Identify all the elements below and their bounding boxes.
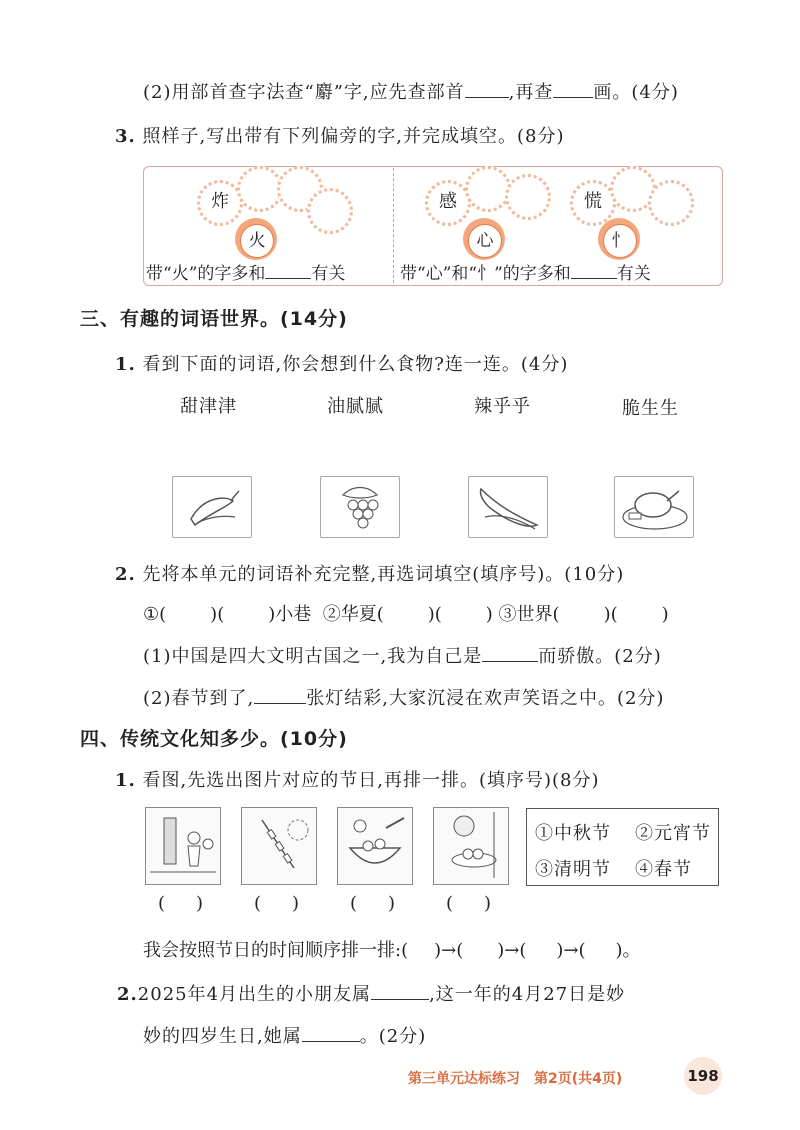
flower-icon: 慌 xyxy=(570,180,616,226)
q3-2-sub2: (2)春节到了, 张灯结彩,大家沉浸在欢声笑语之中。(2分) xyxy=(143,684,664,710)
chili-pepper-icon xyxy=(173,477,251,537)
heart-side-radical-flowers xyxy=(570,166,700,261)
q3-2-sub1: (1)中国是四大文明古国之一,我为自己是 而骄傲。(2分) xyxy=(143,642,662,668)
flower-blank[interactable] xyxy=(465,166,511,212)
heart-caption: 带“心”和“忄”的字多和 有关 xyxy=(400,259,651,284)
q3-2-heading: 2. 先将本单元的词语补充完整,再选词填空(填序号)。(10分) xyxy=(115,564,625,585)
tomb-sweeping-icon xyxy=(146,808,220,884)
q4-1-heading: 1. 看图,先选出图片对应的节日,再排一排。(填序号)(8分) xyxy=(115,770,600,791)
answer-paren-3[interactable]: ( ) xyxy=(350,893,397,914)
grapes-icon xyxy=(321,477,399,537)
q3-1-heading: 1. 看到下面的词语,你会想到什么食物?连一连。(4分) xyxy=(115,354,569,375)
legend-lantern: ②元宵节 xyxy=(635,823,711,844)
q3-2-options: ①( )( )小巷 ②华夏( )( ) ③世界( )( ) xyxy=(143,604,669,625)
vase-icon: 火 xyxy=(235,218,277,260)
answer-paren-1[interactable]: ( ) xyxy=(158,893,205,914)
answer-paren-4[interactable]: ( ) xyxy=(446,893,493,914)
zodiac-blank-2[interactable] xyxy=(302,1023,360,1042)
fire-caption: 带“火”的字多和 有关 xyxy=(146,259,345,284)
roast-chicken-icon xyxy=(615,477,693,537)
festival-legend xyxy=(526,808,719,886)
legend-mid-autumn: ①中秋节 xyxy=(535,823,611,844)
word-sweet[interactable]: 甜津津 xyxy=(180,396,237,417)
q3-heading: 3. 照样子,写出带有下列偏旁的字,并完成填空。(8分) xyxy=(115,126,565,147)
section-3-title: 三、有趣的词语世界。(14分) xyxy=(80,308,348,330)
cucumber-icon xyxy=(469,477,547,537)
firecrackers-icon xyxy=(242,808,316,884)
fire-radical-flowers xyxy=(195,166,355,261)
flower-blank[interactable] xyxy=(505,174,551,220)
flower-blank[interactable] xyxy=(648,180,694,226)
flower-icon: 感 xyxy=(425,180,471,226)
heart-caption-blank[interactable] xyxy=(571,260,617,279)
festival-order-line: 我会按照节日的时间顺序排一排:( )→( )→( )→( )。 xyxy=(143,940,641,961)
radical-answer-blank[interactable] xyxy=(465,79,509,98)
tangyuan-image[interactable] xyxy=(337,807,413,885)
firecrackers-image[interactable] xyxy=(241,807,317,885)
mooncake-icon xyxy=(434,808,508,884)
stroke-count-blank[interactable] xyxy=(553,79,593,98)
heart-radical-flowers xyxy=(425,166,565,261)
q2-2-line: (2)用部首查字法查“麝”字,应先查部首 ,再查 画。(4分) xyxy=(143,78,679,104)
word-greasy[interactable]: 油腻腻 xyxy=(327,396,384,417)
tomb-sweeping-image[interactable] xyxy=(145,807,221,885)
word-crisp[interactable]: 脆生生 xyxy=(622,398,679,419)
section-4-title: 四、传统文化知多少。(10分) xyxy=(80,728,348,750)
flower-blank[interactable] xyxy=(307,188,353,234)
tangyuan-icon xyxy=(338,808,412,884)
grapes-image[interactable] xyxy=(320,476,400,538)
radical-divider xyxy=(393,168,394,283)
q4-2-line1: 2.2025年4月出生的小朋友属 ,这一年的4月27日是妙 xyxy=(117,980,625,1006)
sub1-blank[interactable] xyxy=(482,643,538,662)
q4-2-line2: 妙的四岁生日,她属 。(2分) xyxy=(143,1022,426,1048)
legend-spring: ④春节 xyxy=(635,859,692,880)
page-number: 198 xyxy=(684,1057,722,1095)
vase-icon: 心 xyxy=(463,218,505,260)
mooncake-image[interactable] xyxy=(433,807,509,885)
sub2-blank[interactable] xyxy=(254,685,306,704)
cucumber-image[interactable] xyxy=(468,476,548,538)
word-spicy[interactable]: 辣乎乎 xyxy=(474,396,531,417)
chili-pepper-image[interactable] xyxy=(172,476,252,538)
legend-qingming: ③清明节 xyxy=(535,859,611,880)
fire-caption-blank[interactable] xyxy=(265,260,311,279)
roast-chicken-image[interactable] xyxy=(614,476,694,538)
zodiac-blank-1[interactable] xyxy=(371,981,429,1000)
footer-text: 第三单元达标练习 第2页(共4页) xyxy=(408,1071,623,1087)
flower-icon: 炸 xyxy=(197,180,243,226)
vase-icon: 忄 xyxy=(598,218,640,260)
answer-paren-2[interactable]: ( ) xyxy=(254,893,301,914)
